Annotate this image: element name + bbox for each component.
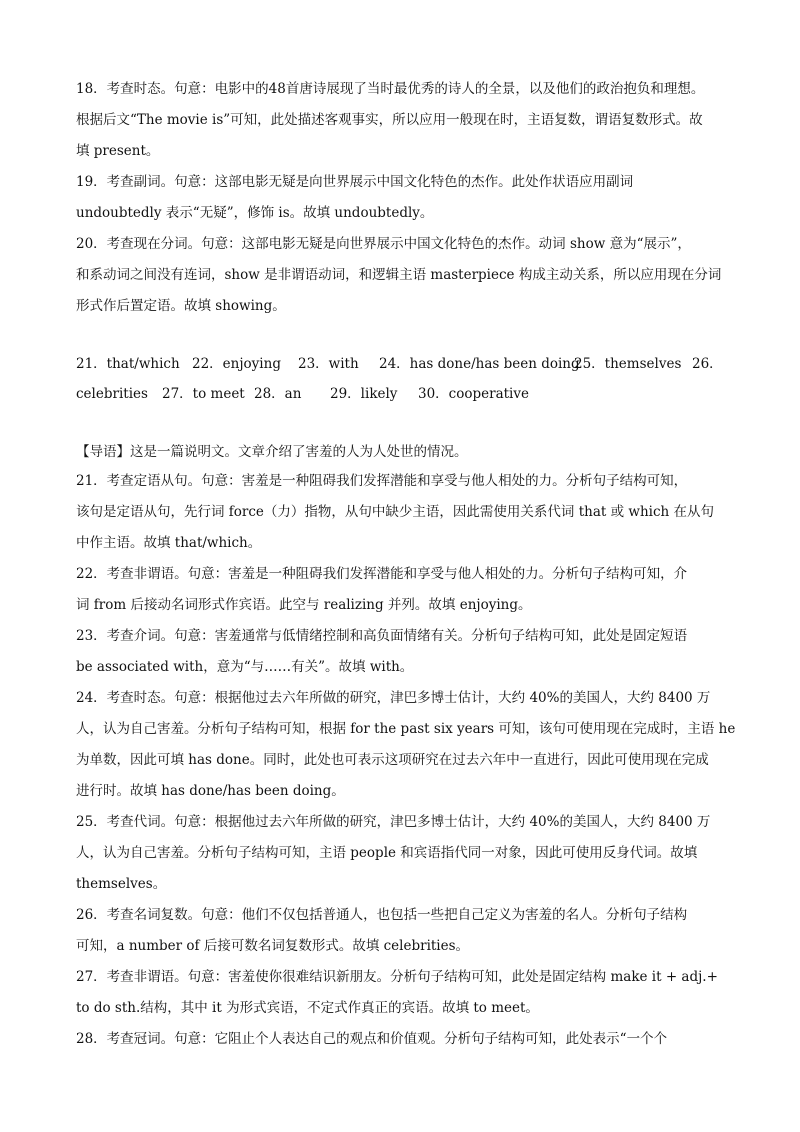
q26-line-2: 可知，a number of 后接可数名词复数形式。故填 celebrities。 <box>76 938 470 954</box>
q24-line-1: 24．考查时态。句意：根据他过去六年所做的研究，津巴多博士估计，大约 40%的美国人，大约 8400 万 <box>76 690 711 706</box>
answer-26: celebrities <box>76 386 148 402</box>
q25-line-2: 人，认为自己害羞。分析句子结构可知，主语 people 和宾语指代同一对象，因此可使用反身代词。故填 <box>76 845 698 861</box>
q22-line-2: 词 from 后接动名词形式作宾语。此空与 realizing 并列。故填 enjoying。 <box>76 597 532 613</box>
q19-line-2: undoubtedly 表示“无疑”，修饰 is。故填 undoubtedly。 <box>76 205 434 221</box>
q22-line-1: 22．考查非谓语。句意：害羞是一种阻碍我们发挥潜能和享受与他人相处的力。分析句子结构可知，介 <box>76 566 688 582</box>
q20-line-3: 形式作后置定语。故填 showing。 <box>76 298 286 314</box>
q26-line-1: 26．考查名词复数。句意：他们不仅包括普通人，也包括一些把自己定义为害羞的名人。分析句子结构 <box>76 907 688 923</box>
q25-line-3: themselves。 <box>76 876 167 892</box>
answer-25: 25．themselves <box>574 356 682 372</box>
q18-line-2: 根据后文“The movie is”可知，此处描述客观事实，所以应用一般现在时，主语复数，谓语复数形式。故 <box>76 112 703 128</box>
q20-line-1: 20．考查现在分词。句意：这部电影无疑是向世界展示中国文化特色的杰作。动词 show 意为“展示”， <box>76 236 691 252</box>
q23-line-2: be associated with，意为“与……有关”。故填 with。 <box>76 659 414 675</box>
q27-line-1: 27．考查非谓语。句意：害羞使你很难结识新朋友。分析句子结构可知，此处是固定结构 make it + adj.+ <box>76 969 718 985</box>
q18-line-3: 填 present。 <box>76 143 160 159</box>
passage-intro: 【导语】这是一篇说明文。文章介绍了害羞的人为人处世的情况。 <box>76 444 468 460</box>
answer-23: 23．with <box>298 356 359 372</box>
answer-21: 21．that/which <box>76 356 180 372</box>
q20-line-2: 和系动词之间没有连词，show 是非谓语动词，和逻辑主语 masterpiece 构成主动关系，所以应用现在分词 <box>76 267 722 283</box>
q25-line-1: 25．考查代词。句意：根据他过去六年所做的研究，津巴多博士估计，大约 40%的美国人，大约 8400 万 <box>76 814 711 830</box>
answer-24: 24．has done/has been doing <box>379 356 580 372</box>
q21-line-3: 中作主语。故填 that/which。 <box>76 535 262 551</box>
answer-26-number: 26． <box>692 356 723 372</box>
q19-line-1: 19．考查副词。句意：这部电影无疑是向世界展示中国文化特色的杰作。此处作状语应用副词 <box>76 174 634 190</box>
q21-line-1: 21．考查定语从句。句意：害羞是一种阻碍我们发挥潜能和享受与他人相处的力。分析句子结构可知， <box>76 473 688 489</box>
q24-line-3: 为单数，因此可填 has done。同时，此处也可表示这项研究在过去六年中一直进行，因此可使用现在完成 <box>76 752 709 768</box>
answer-22: 22．enjoying <box>192 356 281 372</box>
answer-29: 29．likely <box>330 386 398 402</box>
answer-27: 27．to meet <box>162 386 245 402</box>
answer-28: 28．an <box>254 386 302 402</box>
q24-line-4: 进行时。故填 has done/has been doing。 <box>76 783 345 799</box>
q21-line-2: 该句是定语从句，先行词 force（力）指物，从句中缺少主语，因此需使用关系代词 that 或 which 在从句 <box>76 504 714 520</box>
q27-line-2: to do sth.结构，其中 it 为形式宾语，不定式作真正的宾语。故填 to meet。 <box>76 1000 539 1016</box>
q24-line-2: 人，认为自己害羞。分析句子结构可知，根据 for the past six years 可知，该句可使用现在完成时，主语 he <box>76 721 736 737</box>
q23-line-1: 23．考查介词。句意：害羞通常与低情绪控制和高负面情绪有关。分析句子结构可知，此处是固定短语 <box>76 628 688 644</box>
answer-30: 30．cooperative <box>418 386 529 402</box>
q18-line-1: 18．考查时态。句意：电影中的48首唐诗展现了当时最优秀的诗人的全景，以及他们的政治抱负和理想。 <box>76 81 705 97</box>
q28-line-1: 28．考查冠词。句意：它阻止个人表达自己的观点和价值观。分析句子结构可知，此处表示“一个个 <box>76 1031 668 1047</box>
